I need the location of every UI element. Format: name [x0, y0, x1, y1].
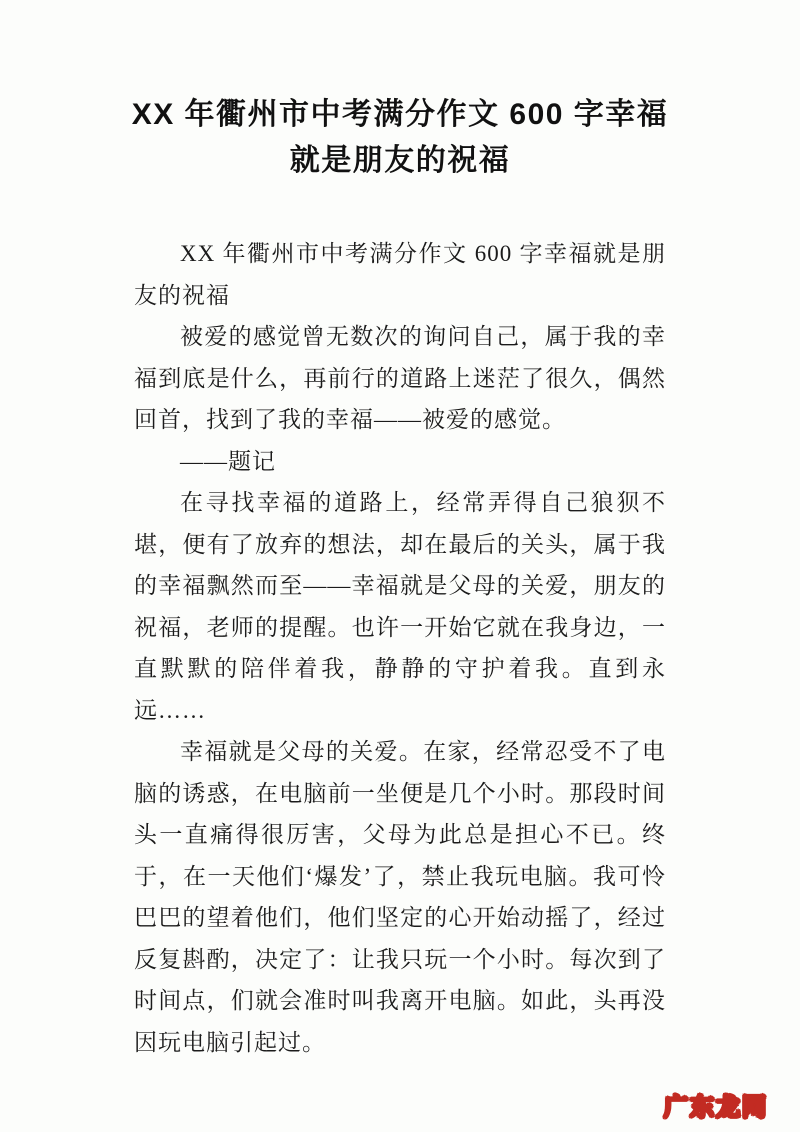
body-paragraph: ——题记	[180, 448, 276, 474]
body-paragraph: 被爱的感觉曾无数次的询问自己，属于我的幸福到底是什么，再前行的道路上迷茫了很久，偶然回首，找到了我的幸福——被爱的感觉。	[134, 324, 666, 432]
body-paragraph: 幸福就是父母的关爱。在家，经常忍受不了电脑的诱惑，在电脑前一坐便是几个小时。那段时间头一直痛得很厉害，父母为此总是担心不已。终于，在一天他们‘爆发’了，禁止我玩电脑。我可怜巴巴的望着他们，他们坚定的心开始动摇了，经过反复斟酌，决定了：让我只玩一个小时。每次到了时间点，们就会准时叫我离开电脑。如此，头再没因玩电脑引起过。	[134, 739, 666, 1055]
title-line-1: XX 年衢州市中考满分作文 600 字幸福	[131, 98, 669, 131]
document-body	[134, 233, 666, 1063]
body-paragraph: 在寻找幸福的道路上，经常弄得自己狼狈不堪，便有了放弃的想法，却在最后的关头，属于我的幸福飘然而至——幸福就是父母的关爱，朋友的祝福，老师的提醒。也许一开始它就在我身边，一直默默的陪伴着我，静静的守护着我。直到永远……	[134, 490, 666, 723]
document-title	[100, 92, 700, 184]
body-paragraph: XX 年衢州市中考满分作文 600 字幸福就是朋友的祝福	[134, 241, 666, 308]
title-line-2: 就是朋友的祝福	[289, 144, 511, 177]
watermark-site-logo: 广东龙网	[664, 1093, 768, 1121]
